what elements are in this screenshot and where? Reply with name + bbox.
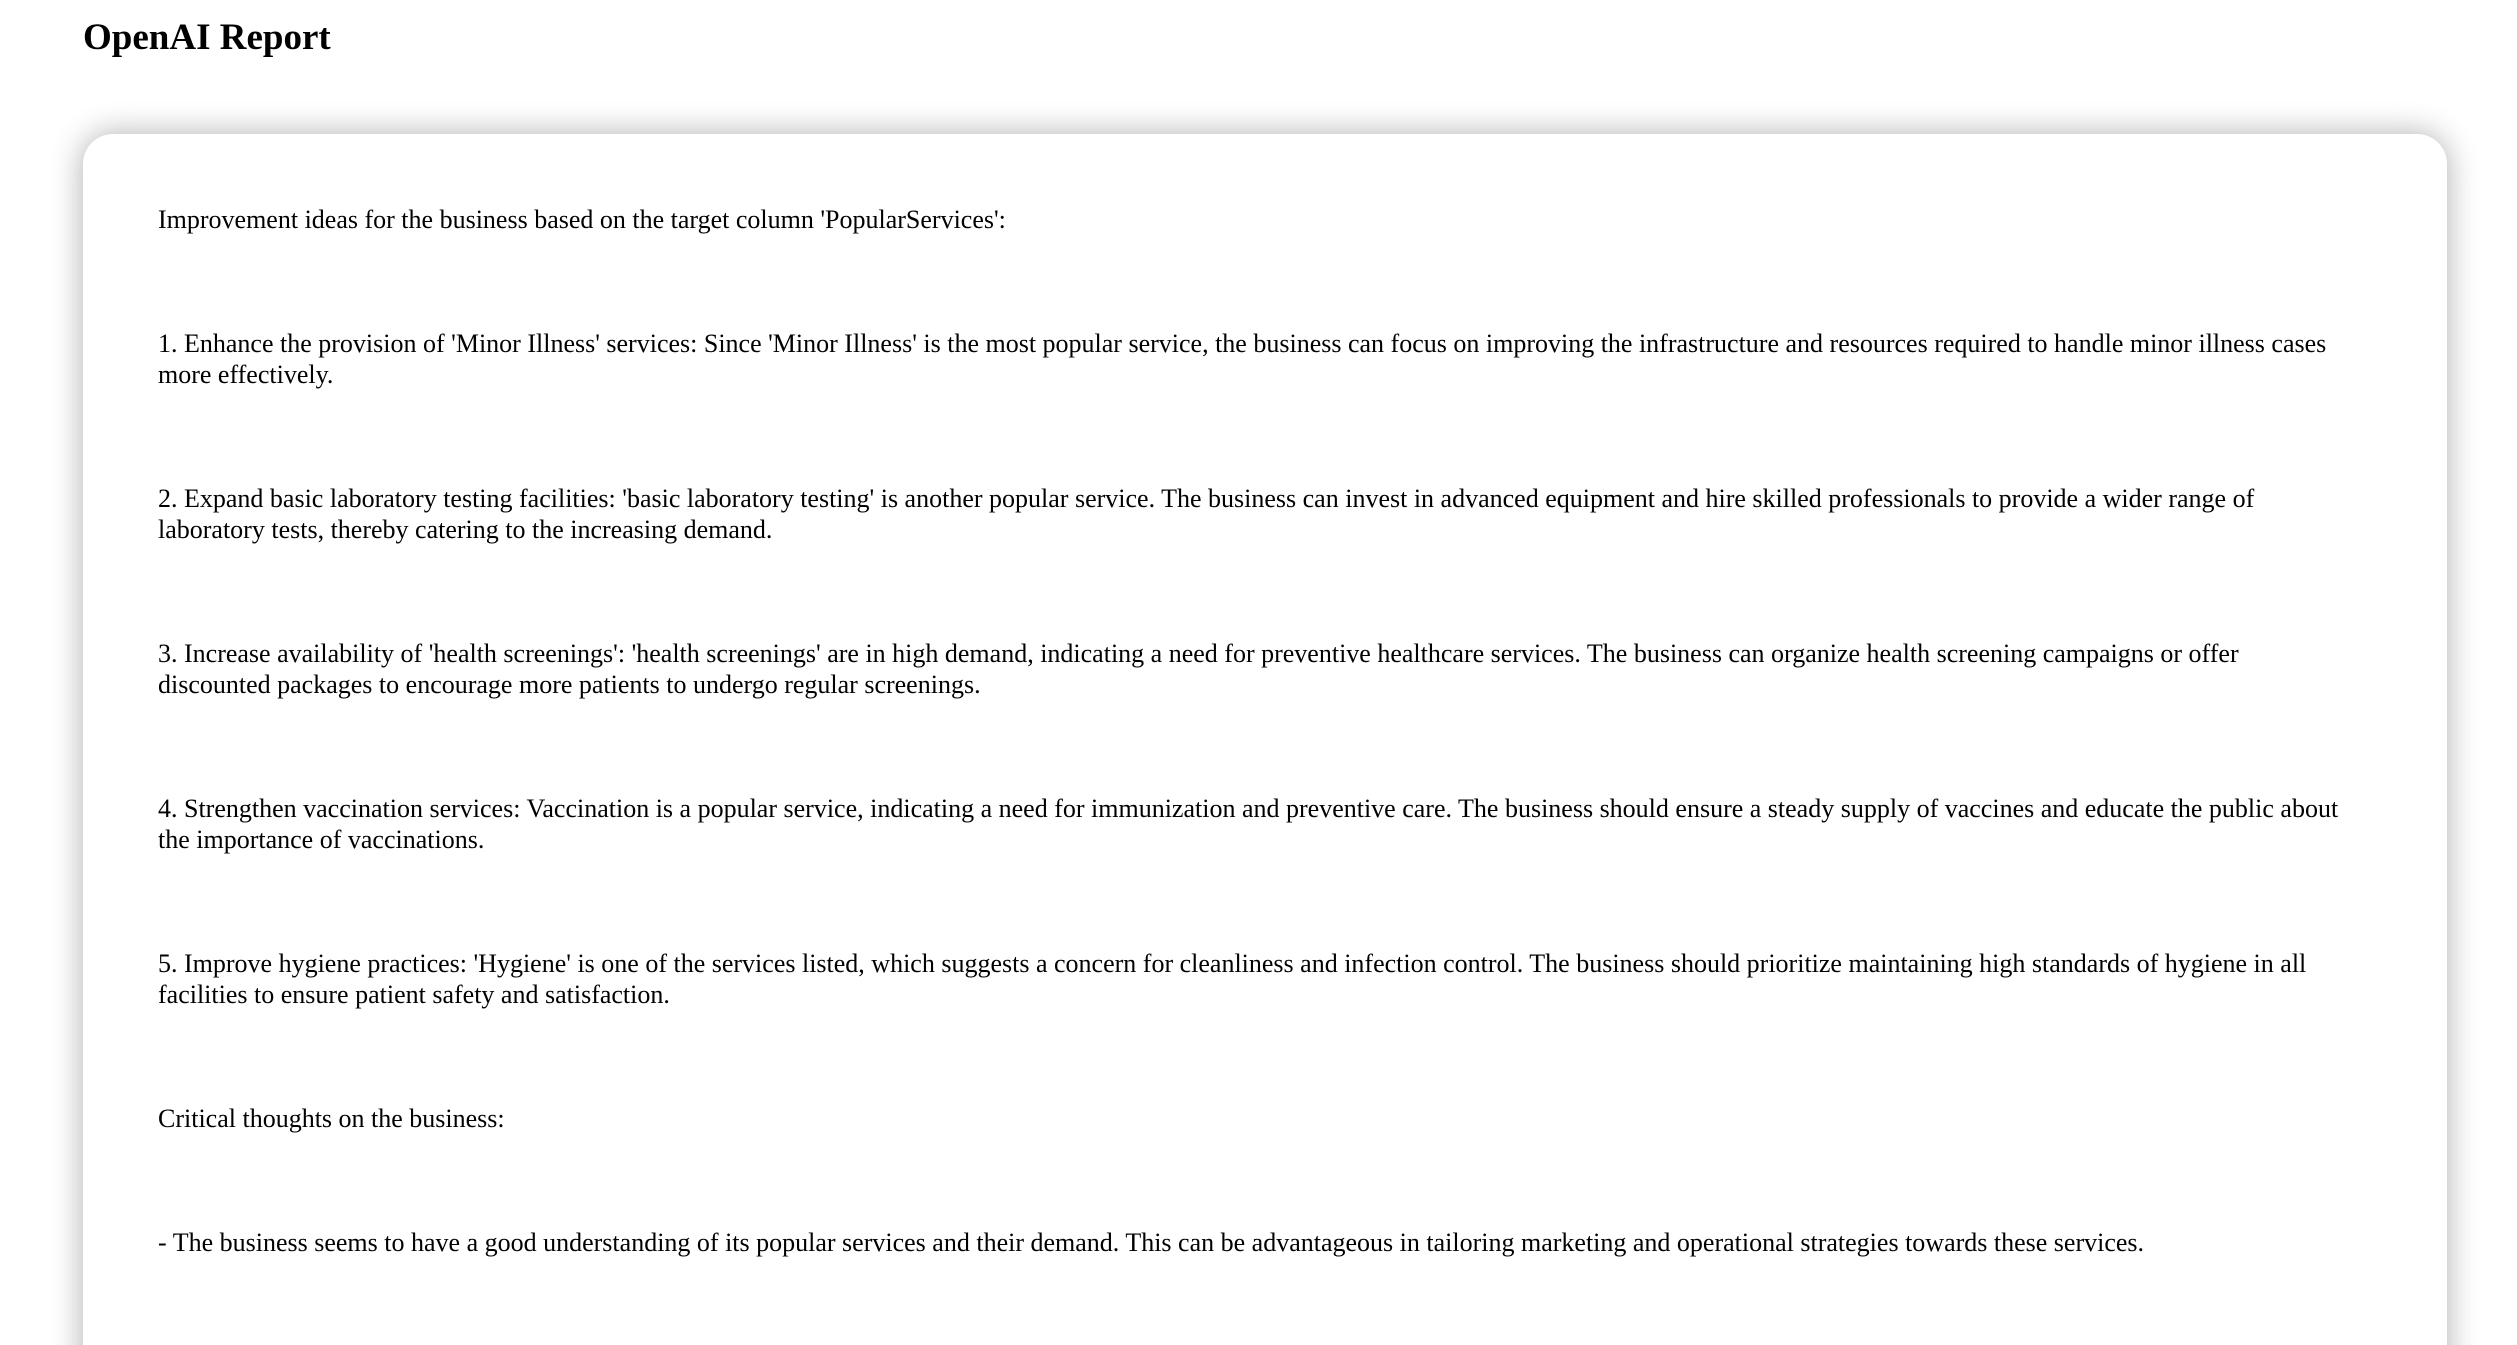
page-title: OpenAI Report [83,17,331,58]
improvement-item-2: 2. Expand basic laboratory testing facilities: 'basic laboratory testing' is another popular service. The business can invest in advanced equipment and hire skilled professionals to provide a wider range of laboratory tests, thereby catering to the increasing demand. [158,484,2255,544]
improvement-item-4: 4. Strengthen vaccination services: Vaccination is a popular service, indicating a need for immunization and preventive care. The business should ensure a steady supply of vaccines and educate the public about the importance of vaccinations. [158,794,2339,854]
report-intro: Improvement ideas for the business based on the target column 'PopularServices': [158,205,1006,234]
improvement-item-3: 3. Increase availability of 'health screenings': 'health screenings' are in high demand, indicating a need for preventive healthcare services. The business can organize health screening campaigns or offer discounted packages to encourage more patients to undergo regular screenings. [158,639,2239,699]
critical-thoughts-heading: Critical thoughts on the business: [158,1104,505,1133]
improvement-item-1: 1. Enhance the provision of 'Minor Illness' services: Since 'Minor Illness' is the most popular service, the business can focus on improving the infrastructure and resources required to handle minor illness cases more effectively. [158,329,2327,389]
report-card [83,134,2447,1345]
improvement-item-5: 5. Improve hygiene practices: 'Hygiene' is one of the services listed, which suggests a concern for cleanliness and infection control. The business should prioritize maintaining high standards of hygiene in all facilities to ensure patient safety and satisfaction. [158,949,2307,1009]
critical-thought-item-1: - The business seems to have a good understanding of its popular services and their demand. This can be advantageous in tailoring marketing and operational strategies towards these services. [158,1228,2145,1257]
